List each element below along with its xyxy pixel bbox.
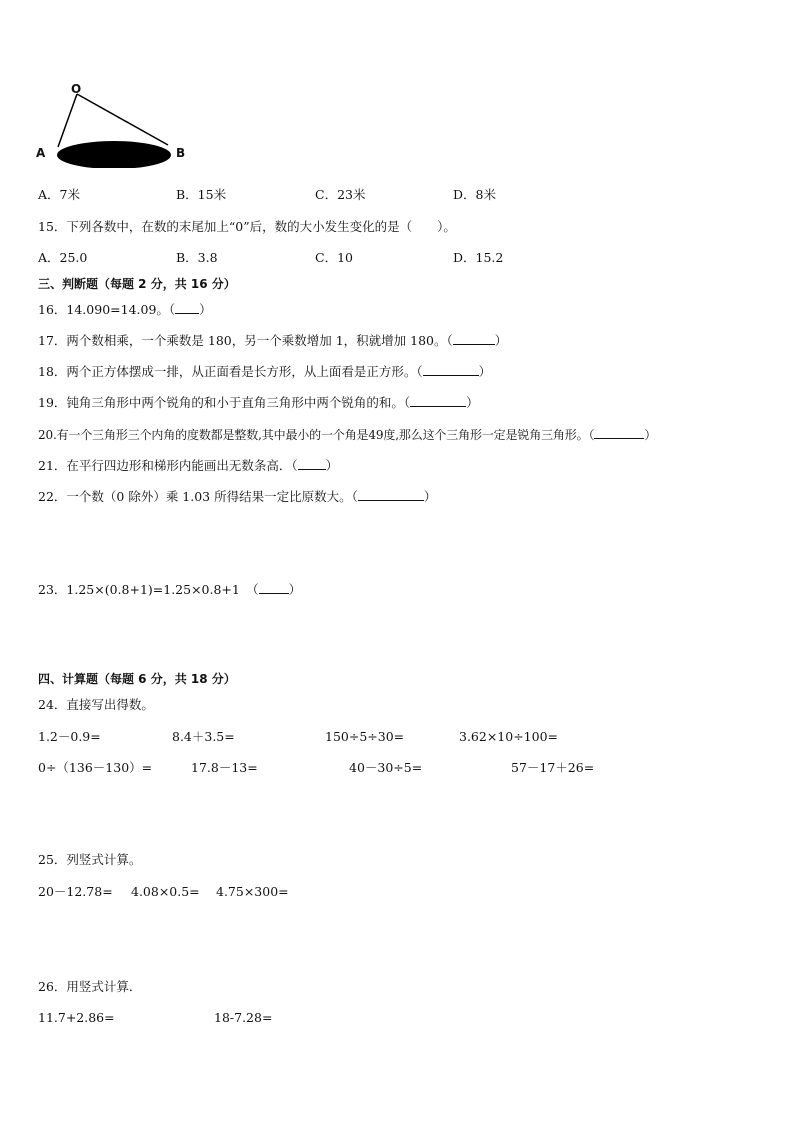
q15-option-c: C．10	[315, 250, 353, 265]
q16-text: 16．14.090=14.09。（	[38, 302, 176, 317]
q15-option-a: A．25.0	[38, 250, 88, 265]
q15-text: 15．下列各数中，在数的末尾加上“0”后，数的大小发生变化的是（ ）。	[38, 219, 456, 234]
q24-r1-item-3: 150÷5÷30=	[325, 729, 405, 744]
q25-item-1: 20－12.78=	[38, 884, 113, 899]
q20-close: ）	[644, 428, 657, 442]
q18-text: 18．两个正方体摆成一排，从正面看是长方形，从上面看是正方形。（	[38, 364, 423, 379]
q19-close: ）	[466, 395, 479, 410]
q22-answer-blank[interactable]	[358, 489, 424, 501]
q24-r2-item-2: 17.8－13=	[191, 760, 258, 775]
q14-option-b: B．15米	[176, 187, 227, 202]
label-b: B	[176, 146, 186, 160]
q15-option-b: B．3.8	[176, 250, 218, 265]
q23-answer-blank[interactable]	[259, 582, 289, 594]
q19	[38, 395, 479, 411]
q17	[38, 333, 507, 349]
q14-option-d: D．8米	[453, 187, 496, 202]
section-3-title: 三、判断题（每题 2 分，共 16 分）	[38, 277, 236, 291]
q24-r1-item-1: 1.2－0.9=	[38, 729, 101, 744]
q16-answer-blank[interactable]	[175, 302, 199, 314]
q19-text: 19．钝角三角形中两个锐角的和小于直角三角形中两个锐角的和。（	[38, 395, 411, 410]
q25-text: 25．列竖式计算。	[38, 852, 142, 867]
q16-close: ）	[199, 302, 212, 317]
q14-option-c: C．23米	[315, 187, 366, 202]
q18	[38, 364, 491, 380]
q26-text: 26．用竖式计算．	[38, 979, 142, 994]
q24-r1-item-2: 8.4＋3.5=	[172, 729, 235, 744]
q26-item-1: 11.7+2.86=	[38, 1010, 115, 1025]
q21-text: 21．在平行四边形和梯形内能画出无数条高．（	[38, 458, 298, 473]
q21-close: ）	[325, 458, 339, 473]
cone-figure	[30, 78, 200, 168]
q16	[38, 302, 212, 318]
q25-item-2: 4.08×0.5=	[131, 884, 200, 899]
q15-option-d: D．15.2	[453, 250, 504, 265]
q24-r2-item-4: 57－17＋26=	[511, 760, 595, 775]
q20	[38, 427, 656, 443]
q17-answer-blank[interactable]	[453, 333, 495, 345]
cone-base-ellipse	[57, 141, 171, 168]
q24-r2-item-1: 0÷（136－130）=	[38, 760, 153, 775]
q24-text: 24．直接写出得数。	[38, 697, 154, 712]
q21-answer-blank[interactable]	[298, 458, 326, 470]
q24-r2-item-3: 40－30÷5=	[349, 760, 423, 775]
q22-text: 22．一个数（0 除外）乘 1.03 所得结果一定比原数大。（	[38, 489, 358, 504]
q23-text: 23．1.25×(0.8+1)=1.25×0.8+1 （	[38, 582, 259, 597]
q18-answer-blank[interactable]	[423, 364, 479, 376]
q17-text: 17．两个数相乘，一个乘数是 180，另一个乘数增加 1，积就增加 180。（	[38, 333, 453, 348]
section-4-title: 四、计算题（每题 6 分，共 18 分）	[38, 672, 236, 686]
cone-edge-ob	[77, 94, 168, 145]
q23-close: ）	[288, 582, 302, 597]
q18-close: ）	[478, 364, 492, 379]
q17-close: ）	[494, 333, 508, 348]
q20-answer-blank[interactable]	[594, 427, 644, 439]
q20-text: 20.有一个三角形三个内角的度数都是整数,其中最小的一个角是49度,那么这个三角形一定是锐角三角形。（	[38, 428, 595, 442]
q26-item-2: 18-7.28=	[214, 1010, 273, 1025]
cone-edge-oa	[58, 94, 77, 147]
q24-r1-item-4: 3.62×10÷100=	[459, 729, 559, 744]
label-a: A	[36, 146, 46, 160]
q22	[38, 489, 436, 505]
q14-option-a: A．7米	[38, 187, 80, 202]
q25-item-3: 4.75×300=	[216, 884, 289, 899]
q19-answer-blank[interactable]	[410, 395, 466, 407]
label-o: O	[71, 82, 82, 96]
cone-diagram	[30, 78, 200, 168]
q23	[38, 582, 301, 598]
q21	[38, 458, 338, 474]
q22-close: ）	[423, 489, 437, 504]
